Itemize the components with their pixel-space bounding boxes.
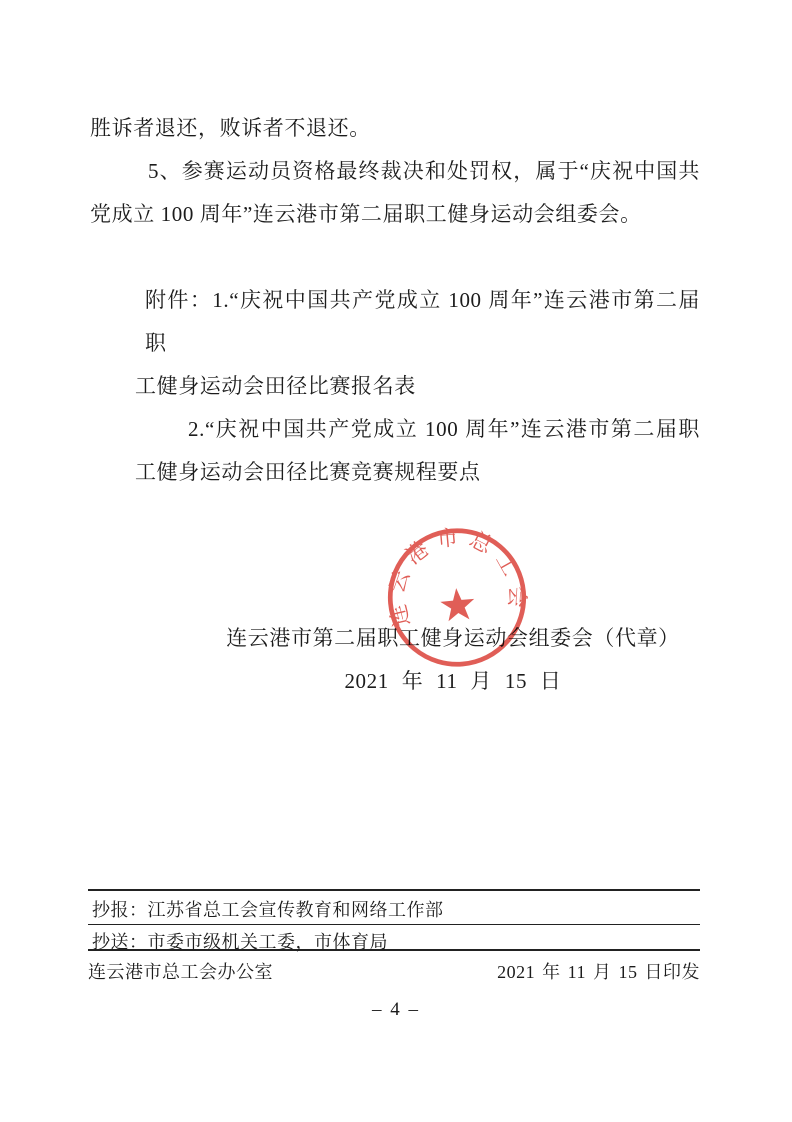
issuing-office: 连云港市总工会办公室 — [88, 962, 273, 982]
document-footer — [88, 889, 700, 984]
attachment-line: 附件：1.“庆祝中国共产党成立 100 周年”连云港市第二届职 — [145, 288, 700, 355]
copy-report-row: 抄报：江苏省总工会宣传教育和网络工作部 — [88, 889, 700, 924]
attachment-line: 工健身运动会田径比赛竞赛规程要点 — [135, 460, 481, 484]
signature-organization: 连云港市第二届职工健身运动会组委会（代章） — [226, 626, 680, 650]
blank-line-spacer — [90, 236, 700, 279]
print-date: 2021 年 11 月 15 日印发 — [497, 962, 700, 982]
issue-row — [88, 949, 700, 984]
document-body — [90, 107, 700, 703]
copy-send-row: 抄送：市委市级机关工委，市体育局 — [88, 924, 700, 949]
attachment-line: 工健身运动会田径比赛报名表 — [135, 374, 416, 398]
body-line: 胜诉者退还，败诉者不退还。 — [90, 116, 371, 140]
attachment-line: 2.“庆祝中国共产党成立 100 周年”连云港市第二届职 — [188, 417, 700, 441]
signature-block — [206, 617, 700, 703]
stamp-arc-text: 连云港市总工会 — [383, 524, 530, 629]
body-line: 党成立 100 周年”连云港市第二届职工健身运动会组委会。 — [90, 202, 642, 226]
signature-date: 2021 年 11 月 15 日 — [344, 669, 562, 693]
page-number: – 4 – — [372, 999, 420, 1020]
body-line: 5、参赛运动员资格最终裁决和处罚权，属于“庆祝中国共 — [148, 159, 700, 183]
